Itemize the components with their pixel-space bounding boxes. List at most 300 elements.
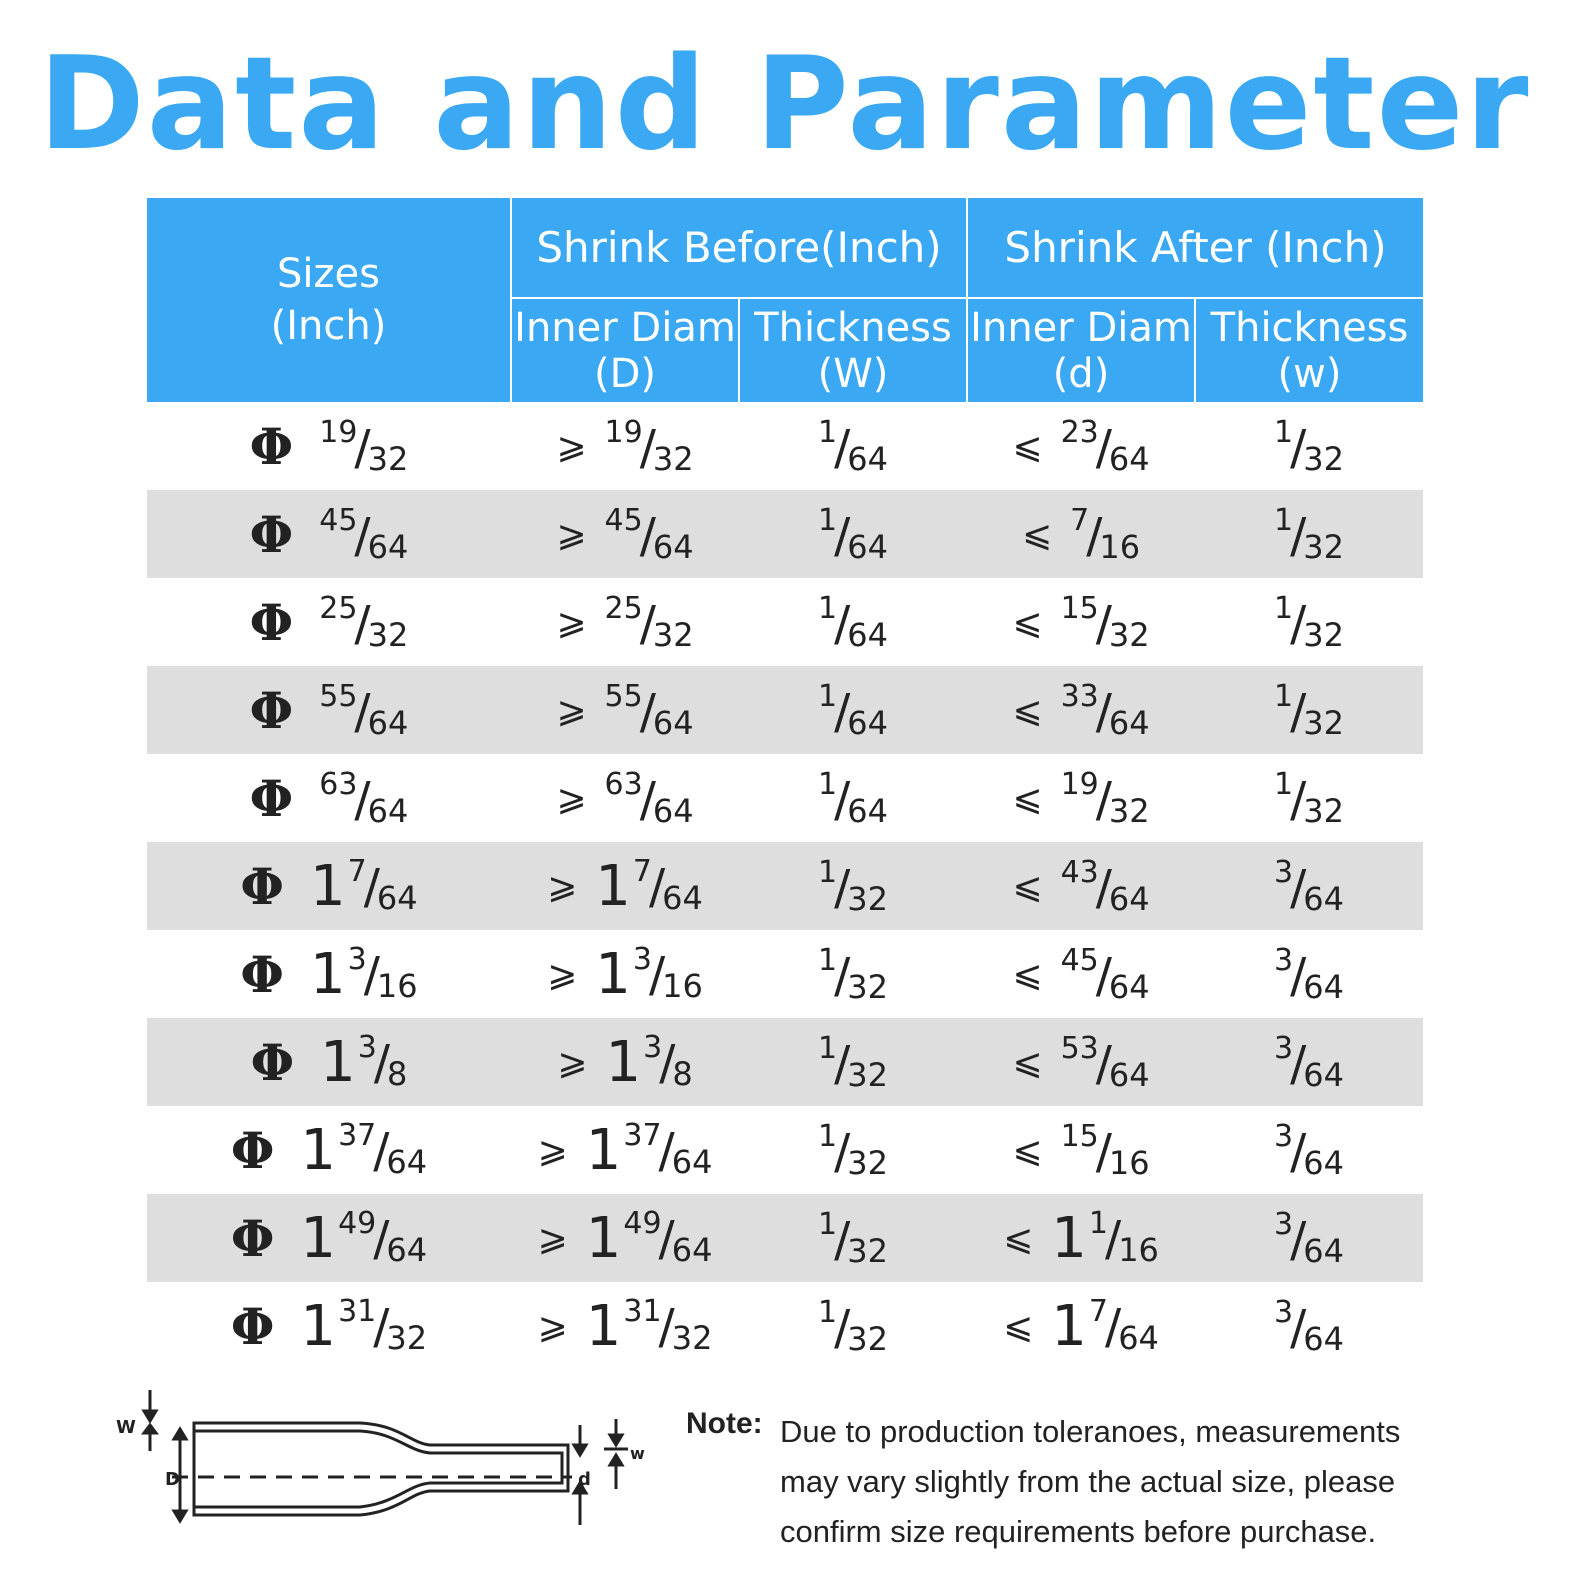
before-inner-diam-cell <box>511 930 739 1018</box>
denominator: 64 <box>671 1142 713 1181</box>
before-thickness-cell <box>739 930 967 1018</box>
fraction-value <box>1274 1118 1344 1182</box>
before-inner-diam-cell <box>511 578 739 666</box>
after-inner-diam-cell <box>967 1282 1195 1370</box>
denominator: 32 <box>652 615 694 654</box>
fraction-slash: / <box>834 684 851 740</box>
fraction-slash: / <box>1290 1300 1307 1356</box>
after-inner-diam-header <box>967 298 1195 402</box>
denominator: 64 <box>386 1230 428 1269</box>
fraction-value <box>1060 942 1150 1006</box>
fraction-value <box>604 766 694 830</box>
fraction-slash: / <box>649 947 666 1004</box>
fraction-value <box>585 1205 713 1272</box>
after-thickness-cell <box>1195 842 1423 930</box>
fraction-value <box>320 1029 408 1096</box>
before-thickness-cell <box>739 842 967 930</box>
fraction-value <box>319 590 409 654</box>
fraction-slash: / <box>1095 684 1112 740</box>
denominator: 32 <box>386 1318 428 1357</box>
numerator: 63 <box>319 766 358 802</box>
denominator: 64 <box>367 791 409 830</box>
fraction-value <box>1274 678 1344 742</box>
phi-symbol: Φ <box>249 416 294 476</box>
fraction-value <box>1274 854 1344 918</box>
fraction-value <box>309 941 418 1008</box>
after-thickness-cell <box>1195 1106 1423 1194</box>
sizes-header-line-2: (Inch) <box>270 303 387 349</box>
phi-symbol: Φ <box>230 1120 275 1180</box>
header-line: Thickness <box>754 304 952 351</box>
denominator: 8 <box>387 1054 408 1093</box>
numerator: 49 <box>338 1205 377 1241</box>
denominator: 64 <box>1303 1143 1344 1182</box>
denominator: 64 <box>847 439 888 478</box>
denominator: 64 <box>1303 879 1344 918</box>
fraction-slash: / <box>834 1124 851 1180</box>
phi-symbol: Φ <box>249 680 294 740</box>
after-inner-diam-cell <box>967 1194 1195 1282</box>
fraction-value <box>818 502 888 566</box>
before-thickness-cell <box>739 490 967 578</box>
after-thickness-cell <box>1195 930 1423 1018</box>
fraction-value <box>818 414 888 478</box>
numerator: 1 <box>818 590 838 626</box>
phi-symbol: Φ <box>240 856 284 916</box>
le-symbol: ⩽ <box>1012 689 1043 731</box>
whole-part: 1 <box>1051 1294 1087 1360</box>
shrink-before-header: Shrink Before(Inch) <box>511 198 967 298</box>
numerator: 1 <box>818 1294 838 1330</box>
le-symbol: ⩽ <box>1012 953 1043 995</box>
denominator: 32 <box>847 1055 888 1094</box>
ge-symbol: ⩾ <box>556 513 587 555</box>
fraction-slash: / <box>1086 508 1103 564</box>
page-title: Data and Parameter <box>38 30 1531 179</box>
ge-symbol: ⩾ <box>556 425 587 467</box>
denominator: 64 <box>367 527 409 566</box>
table-row <box>147 842 1423 930</box>
fraction-value <box>319 766 409 830</box>
fraction-value <box>604 590 694 654</box>
fraction-slash: / <box>1290 772 1307 828</box>
fraction-slash: / <box>639 420 656 476</box>
ge-symbol: ⩾ <box>537 1217 568 1259</box>
numerator: 53 <box>1060 1030 1099 1066</box>
phi-symbol: Φ <box>230 1296 275 1356</box>
fraction-slash: / <box>1290 948 1307 1004</box>
denominator: 64 <box>1303 1319 1344 1358</box>
whole-part: 1 <box>605 1030 642 1096</box>
before-inner-diam-header <box>511 298 739 402</box>
header-line: (D) <box>593 350 656 397</box>
fraction-slash: / <box>1290 860 1307 916</box>
denominator: 64 <box>671 1230 713 1269</box>
denominator: 64 <box>847 703 888 742</box>
numerator: 3 <box>357 1029 377 1065</box>
note-text <box>780 1407 1440 1557</box>
shrink-after-header: Shrink After (Inch) <box>967 198 1423 298</box>
before-thickness-cell <box>739 402 967 490</box>
numerator: 3 <box>1274 1206 1294 1242</box>
header-line: Inner Diam <box>970 304 1192 351</box>
ge-symbol: ⩾ <box>537 1305 568 1347</box>
whole-part: 1 <box>300 1206 337 1272</box>
denominator: 32 <box>1303 791 1344 830</box>
after-inner-diam-cell <box>967 402 1195 490</box>
numerator: 15 <box>1060 590 1099 626</box>
size-cell <box>147 1018 511 1106</box>
fraction-slash: / <box>1290 1124 1307 1180</box>
le-symbol: ⩽ <box>1012 1129 1043 1171</box>
fraction-value <box>1274 1294 1344 1358</box>
header-line: Thickness <box>1210 304 1409 351</box>
fraction-slash: / <box>1290 420 1307 476</box>
after-inner-diam-cell <box>967 490 1195 578</box>
denominator: 32 <box>1303 439 1344 478</box>
fraction-slash: / <box>834 1300 851 1356</box>
table-row <box>147 930 1423 1018</box>
fraction-value <box>818 1118 888 1182</box>
fraction-slash: / <box>1105 1211 1122 1268</box>
tube-diagram <box>110 1385 650 1535</box>
after-thickness-cell <box>1195 490 1423 578</box>
denominator: 64 <box>847 791 888 830</box>
numerator: 45 <box>1060 942 1099 978</box>
size-cell <box>147 842 511 930</box>
fraction-value <box>818 678 888 742</box>
after-thickness-cell <box>1195 754 1423 842</box>
whole-part: 1 <box>585 1118 622 1184</box>
numerator: 45 <box>604 502 643 538</box>
table-header <box>147 198 1423 402</box>
after-inner-diam-cell <box>967 1106 1195 1194</box>
fraction-value <box>1274 1206 1344 1270</box>
ge-symbol: ⩾ <box>556 689 587 731</box>
numerator: 1 <box>818 942 838 978</box>
fraction-slash: / <box>639 596 656 652</box>
denominator: 16 <box>1108 1143 1150 1182</box>
after-thickness-cell <box>1195 1194 1423 1282</box>
numerator: 45 <box>319 502 358 538</box>
fraction-value <box>585 1117 713 1184</box>
fraction-slash: / <box>1290 1036 1307 1092</box>
ge-symbol: ⩾ <box>537 1129 568 1171</box>
numerator: 3 <box>1274 1030 1294 1066</box>
fraction-value <box>1070 502 1141 566</box>
numerator: 3 <box>1274 854 1294 890</box>
denominator: 64 <box>1108 879 1150 918</box>
header-line: (d) <box>1052 350 1110 397</box>
fraction-slash: / <box>834 1036 851 1092</box>
numerator: 31 <box>623 1293 662 1329</box>
denominator: 32 <box>1303 527 1344 566</box>
denominator: 64 <box>1303 1055 1344 1094</box>
fraction-value <box>604 502 694 566</box>
after-inner-diam-cell <box>967 666 1195 754</box>
denominator: 64 <box>386 1142 428 1181</box>
denominator: 32 <box>1108 791 1150 830</box>
numerator: 7 <box>1088 1293 1109 1329</box>
le-symbol: ⩽ <box>1003 1217 1034 1259</box>
table-row <box>147 402 1423 490</box>
denominator: 64 <box>652 791 694 830</box>
le-symbol: ⩽ <box>1012 777 1043 819</box>
whole-part: 1 <box>309 854 346 920</box>
sizes-column-header <box>147 198 511 402</box>
fraction-slash: / <box>1095 772 1112 828</box>
left-thickness-arrows <box>144 1390 156 1451</box>
right-w-label: w <box>630 1444 645 1463</box>
before-inner-diam-cell <box>511 1018 739 1106</box>
numerator: 31 <box>338 1293 377 1329</box>
le-symbol: ⩽ <box>1012 425 1043 467</box>
header-line: (W) <box>817 350 889 397</box>
numerator: 23 <box>1060 414 1099 450</box>
phi-symbol: Φ <box>250 1032 295 1092</box>
denominator: 64 <box>1108 703 1150 742</box>
size-cell <box>147 754 511 842</box>
fraction-value <box>1274 766 1344 830</box>
after-thickness-cell <box>1195 1282 1423 1370</box>
table-row <box>147 1282 1423 1370</box>
denominator: 64 <box>1108 439 1150 478</box>
whole-part: 1 <box>595 942 631 1008</box>
phi-symbol: Φ <box>249 768 294 828</box>
fraction-value <box>595 853 703 920</box>
numerator: 3 <box>1274 942 1294 978</box>
before-inner-diam-cell <box>511 754 739 842</box>
table-row <box>147 666 1423 754</box>
before-thickness-cell <box>739 666 967 754</box>
denominator: 32 <box>847 1231 888 1270</box>
numerator: 3 <box>347 941 367 977</box>
fraction-value <box>319 414 409 478</box>
numerator: 1 <box>818 502 838 538</box>
denominator: 32 <box>847 879 888 918</box>
fraction-slash: / <box>354 420 371 476</box>
le-symbol: ⩽ <box>1012 1041 1043 1083</box>
numerator: 19 <box>319 414 358 450</box>
denominator: 64 <box>1303 967 1344 1006</box>
numerator: 7 <box>1070 502 1090 538</box>
fraction-slash: / <box>373 1035 391 1092</box>
fraction-value <box>300 1205 428 1272</box>
fraction-slash: / <box>363 947 380 1004</box>
denominator: 16 <box>1099 527 1141 566</box>
header-line: (w) <box>1277 350 1342 397</box>
fraction-slash: / <box>834 860 851 916</box>
fraction-slash: / <box>1290 1212 1307 1268</box>
fraction-value <box>818 1206 888 1270</box>
denominator: 32 <box>367 439 409 478</box>
right-thickness-arrows <box>604 1419 628 1489</box>
denominator: 32 <box>671 1318 713 1357</box>
after-inner-diam-cell <box>967 754 1195 842</box>
header-line: Inner Diam <box>514 304 736 351</box>
numerator: 1 <box>818 1118 838 1154</box>
fraction-slash: / <box>834 420 851 476</box>
fraction-value <box>1060 1030 1150 1094</box>
numerator: 1 <box>1274 590 1294 626</box>
after-inner-diam-cell <box>967 842 1195 930</box>
size-cell <box>147 1194 511 1282</box>
before-inner-diam-cell <box>511 666 739 754</box>
before-thickness-cell <box>739 578 967 666</box>
denominator: 32 <box>1303 615 1344 654</box>
numerator: 3 <box>643 1029 663 1065</box>
note-line: confirm size requirements before purchase. <box>780 1514 1377 1549</box>
after-thickness-cell <box>1195 1018 1423 1106</box>
denominator: 16 <box>1118 1230 1159 1269</box>
numerator: 1 <box>1088 1205 1109 1241</box>
numerator: 1 <box>818 678 838 714</box>
fraction-value <box>818 854 888 918</box>
numerator: 3 <box>1274 1118 1294 1154</box>
denominator: 32 <box>847 1143 888 1182</box>
before-thickness-cell <box>739 1282 967 1370</box>
numerator: 1 <box>1274 414 1294 450</box>
ge-symbol: ⩾ <box>547 953 578 995</box>
size-cell <box>147 1106 511 1194</box>
le-symbol: ⩽ <box>1012 865 1043 907</box>
denominator: 64 <box>1108 1055 1150 1094</box>
fraction-value <box>300 1293 428 1360</box>
tube-outline <box>172 1423 572 1515</box>
left-w-label: W <box>116 1417 136 1438</box>
table-row <box>147 754 1423 842</box>
whole-part: 1 <box>300 1294 337 1360</box>
size-cell <box>147 666 511 754</box>
denominator: 64 <box>652 703 694 742</box>
fraction-value <box>319 502 409 566</box>
before-thickness-cell <box>739 754 967 842</box>
outer-diameter-label: D <box>165 1469 180 1490</box>
before-inner-diam-cell <box>511 1282 739 1370</box>
fraction-slash: / <box>373 1299 390 1356</box>
fraction-slash: / <box>649 859 666 916</box>
fraction-value <box>1060 414 1150 478</box>
numerator: 15 <box>1060 1118 1099 1154</box>
table-row <box>147 1194 1423 1282</box>
numerator: 7 <box>347 853 367 889</box>
denominator: 64 <box>376 878 418 917</box>
table-row <box>147 490 1423 578</box>
before-thickness-header <box>739 298 967 402</box>
whole-part: 1 <box>595 854 631 920</box>
denominator: 64 <box>652 527 694 566</box>
ge-symbol: ⩾ <box>556 777 587 819</box>
parameter-table <box>147 198 1423 1370</box>
numerator: 1 <box>1274 766 1294 802</box>
whole-part: 1 <box>300 1118 337 1184</box>
whole-part: 1 <box>309 942 346 1008</box>
numerator: 33 <box>1060 678 1099 714</box>
fraction-slash: / <box>1290 508 1307 564</box>
numerator: 25 <box>319 590 358 626</box>
fraction-value <box>1274 942 1344 1006</box>
before-inner-diam-cell <box>511 402 739 490</box>
fraction-value <box>1274 414 1344 478</box>
denominator: 32 <box>847 967 888 1006</box>
denominator: 8 <box>672 1054 693 1093</box>
before-inner-diam-cell <box>511 1106 739 1194</box>
size-cell <box>147 930 511 1018</box>
fraction-slash: / <box>834 948 851 1004</box>
numerator: 1 <box>1274 502 1294 538</box>
fraction-value <box>818 1030 888 1094</box>
size-cell <box>147 1282 511 1370</box>
before-thickness-cell <box>739 1106 967 1194</box>
fraction-slash: / <box>354 772 371 828</box>
before-thickness-cell <box>739 1018 967 1106</box>
phi-symbol: Φ <box>249 504 294 564</box>
denominator: 16 <box>376 966 418 1005</box>
denominator: 64 <box>1108 967 1150 1006</box>
fraction-slash: / <box>834 772 851 828</box>
numerator: 37 <box>338 1117 377 1153</box>
denominator: 32 <box>847 1319 888 1358</box>
fraction-value <box>309 853 418 920</box>
denominator: 32 <box>1303 703 1344 742</box>
numerator: 1 <box>818 414 838 450</box>
fraction-slash: / <box>639 508 656 564</box>
fraction-slash: / <box>1095 1124 1112 1180</box>
fraction-value <box>1060 766 1150 830</box>
before-inner-diam-cell <box>511 842 739 930</box>
table-body <box>147 402 1423 1370</box>
fraction-slash: / <box>1290 596 1307 652</box>
table-row <box>147 1106 1423 1194</box>
fraction-slash: / <box>373 1211 390 1268</box>
note-label: Note: <box>686 1407 763 1440</box>
fraction-slash: / <box>373 1123 390 1180</box>
fraction-value <box>818 1294 888 1358</box>
numerator: 1 <box>818 854 838 890</box>
after-thickness-cell <box>1195 578 1423 666</box>
fraction-slash: / <box>834 596 851 652</box>
size-cell <box>147 490 511 578</box>
phi-symbol: Φ <box>249 592 294 652</box>
denominator: 64 <box>847 615 888 654</box>
whole-part: 1 <box>320 1030 356 1096</box>
size-cell <box>147 402 511 490</box>
fraction-slash: / <box>354 596 371 652</box>
table-row <box>147 578 1423 666</box>
whole-part: 1 <box>585 1206 622 1272</box>
after-thickness-cell <box>1195 402 1423 490</box>
fraction-slash: / <box>639 684 656 740</box>
le-symbol: ⩽ <box>1003 1305 1034 1347</box>
fraction-slash: / <box>658 1211 675 1268</box>
size-cell <box>147 578 511 666</box>
numerator: 55 <box>319 678 358 714</box>
denominator: 64 <box>662 878 703 917</box>
sizes-header-line-1: Sizes <box>277 251 380 297</box>
fraction-value <box>605 1029 693 1096</box>
ge-symbol: ⩾ <box>556 601 587 643</box>
numerator: 19 <box>604 414 643 450</box>
numerator: 63 <box>604 766 643 802</box>
ge-symbol: ⩾ <box>557 1041 588 1083</box>
phi-symbol: Φ <box>230 1208 275 1268</box>
fraction-value <box>1051 1293 1159 1360</box>
phi-symbol: Φ <box>240 944 284 1004</box>
fraction-value <box>1060 678 1150 742</box>
fraction-value <box>818 590 888 654</box>
numerator: 3 <box>1274 1294 1294 1330</box>
numerator: 1 <box>818 1206 838 1242</box>
